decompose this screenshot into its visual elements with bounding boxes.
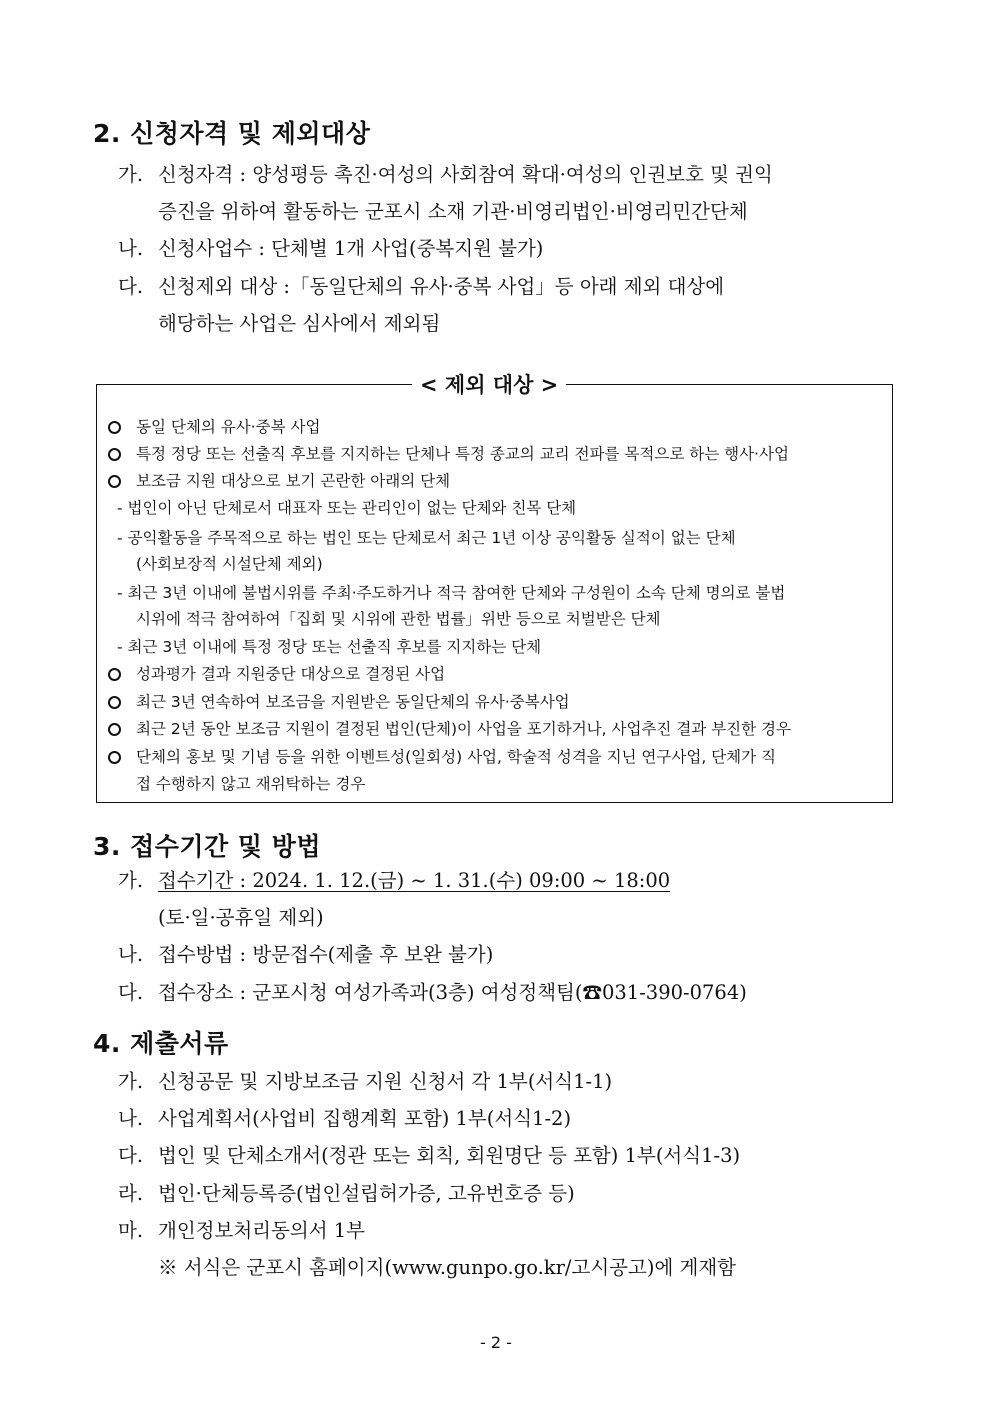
item-text: 신청제외 대상 :「동일단체의 유사·중복 사업」등 아래 제외 대상에	[158, 275, 725, 298]
exclusion-line: 단체의 홍보 및 기념 등을 위한 이벤트성(일회성) 사업, 학술적 성격을 지닌 연구사업, 단체가 직	[136, 748, 777, 766]
item-text: 법인 및 단체소개서(정관 또는 회칙, 회원명단 등 포함) 1부(서식1-3)	[158, 1144, 741, 1167]
exclusion-line: 특정 정당 또는 선출직 후보를 지지하는 단체나 특정 종교의 교리 전파를 목적으로 하는 행사·사업	[136, 445, 789, 463]
bullet-circle-icon	[108, 696, 121, 709]
item-text: 신청사업수 : 단체별 1개 사업(중복지원 불가)	[158, 237, 544, 260]
item-marker: 가.	[118, 1070, 144, 1093]
s4-item-ra	[118, 1181, 575, 1207]
item-text: 접수방법 : 방문접수(제출 후 보완 불가)	[158, 943, 494, 966]
exclusion-line: 최근 2년 동안 보조금 지원이 결정된 법인(단체)이 사업을 포기하거나, 사업추진 결과 부진한 경우	[136, 720, 791, 738]
reception-period-text: 접수기간 : 2024. 1. 12.(금) ~ 1. 31.(수) 09:00 ~ 18:00	[158, 869, 671, 892]
s4-item-ma	[118, 1218, 365, 1244]
s2-item-ga-cont: 증진을 위하여 활동하는 군포시 소재 기관·비영리법인·비영리민간단체	[158, 200, 748, 223]
section-3-heading: 3. 접수기간 및 방법	[93, 832, 322, 861]
exclusion-subline-cont: 시위에 적극 참여하여「집회 및 시위에 관한 법률」위반 등으로 처벌받은 단체	[136, 610, 661, 628]
item-text: 접수장소 : 군포시청 여성가족과(3층) 여성정책팀(☎031-390-0764)	[158, 981, 747, 1004]
bullet-circle-icon	[108, 668, 121, 681]
item-marker: 라.	[118, 1182, 144, 1205]
item-marker: 가.	[118, 869, 144, 892]
item-marker: 다.	[118, 1144, 144, 1167]
page-number: - 2 -	[480, 1333, 512, 1352]
bullet-circle-icon	[108, 475, 121, 488]
item-text: 사업계획서(사업비 집행계획 포함) 1부(서식1-2)	[158, 1107, 572, 1130]
item-marker: 다.	[118, 275, 144, 298]
s2-item-da-cont: 해당하는 사업은 심사에서 제외됨	[158, 312, 441, 335]
s4-item-da	[118, 1143, 740, 1169]
s2-item-ga	[118, 162, 773, 188]
exclusion-box-title: < 제외 대상 >	[412, 371, 566, 399]
s3-item-ga-cont: (토·일·공휴일 제외)	[158, 906, 324, 929]
item-text: 법인·단체등록증(법인설립허가증, 고유번호증 등)	[158, 1182, 575, 1205]
exclusion-line: 최근 3년 연속하여 보조금을 지원받은 동일단체의 유사·중복사업	[136, 693, 570, 711]
exclusion-line-cont: 접 수행하지 않고 재위탁하는 경우	[136, 775, 366, 793]
exclusion-subline: - 최근 3년 이내에 불법시위를 주최·주도하거나 적극 참여한 단체와 구성원이 소속 단체 명의로 불법	[117, 584, 786, 602]
item-marker: 마.	[118, 1219, 144, 1242]
bullet-circle-icon	[108, 751, 121, 764]
s2-item-na	[118, 236, 543, 262]
bullet-circle-icon	[108, 448, 121, 461]
s3-item-ga	[118, 868, 670, 894]
s2-item-da	[118, 274, 724, 300]
item-marker: 나.	[118, 1107, 144, 1130]
exclusion-line: 성과평가 결과 지원중단 대상으로 결정된 사업	[136, 665, 446, 683]
item-marker: 가.	[118, 163, 144, 186]
item-text: 신청자격 : 양성평등 촉진·여성의 사회참여 확대·여성의 인권보호 및 권익	[158, 163, 773, 186]
exclusion-subline: - 최근 3년 이내에 특정 정당 또는 선출직 후보를 지지하는 단체	[117, 638, 542, 656]
item-text: 신청공문 및 지방보조금 지원 신청서 각 1부(서식1-1)	[158, 1070, 613, 1093]
exclusion-subline: - 법인이 아닌 단체로서 대표자 또는 관리인이 없는 단체와 친목 단체	[117, 499, 577, 517]
item-marker: 나.	[118, 237, 144, 260]
exclusion-subline: - 공익활동을 주목적으로 하는 법인 또는 단체로서 최근 1년 이상 공익활동 실적이 없는 단체	[117, 529, 736, 547]
s4-item-ga	[118, 1069, 612, 1095]
bullet-circle-icon	[108, 723, 121, 736]
section-4-heading: 4. 제출서류	[93, 1029, 229, 1058]
item-marker: 다.	[118, 981, 144, 1004]
s4-note: ※ 서식은 군포시 홈페이지(www.gunpo.go.kr/고시공고)에 게재함	[158, 1256, 736, 1279]
s3-item-da	[118, 980, 747, 1006]
exclusion-line: 보조금 지원 대상으로 보기 곤란한 아래의 단체	[136, 472, 451, 490]
exclusion-line: 동일 단체의 유사·중복 사업	[136, 418, 321, 436]
exclusion-subline-cont: (사회보장적 시설단체 제외)	[136, 555, 323, 573]
s4-item-na	[118, 1106, 571, 1132]
bullet-circle-icon	[108, 421, 121, 434]
item-text: 개인정보처리동의서 1부	[158, 1219, 365, 1242]
section-2-heading: 2. 신청자격 및 제외대상	[93, 119, 371, 148]
item-marker: 나.	[118, 943, 144, 966]
s3-item-na	[118, 942, 493, 968]
